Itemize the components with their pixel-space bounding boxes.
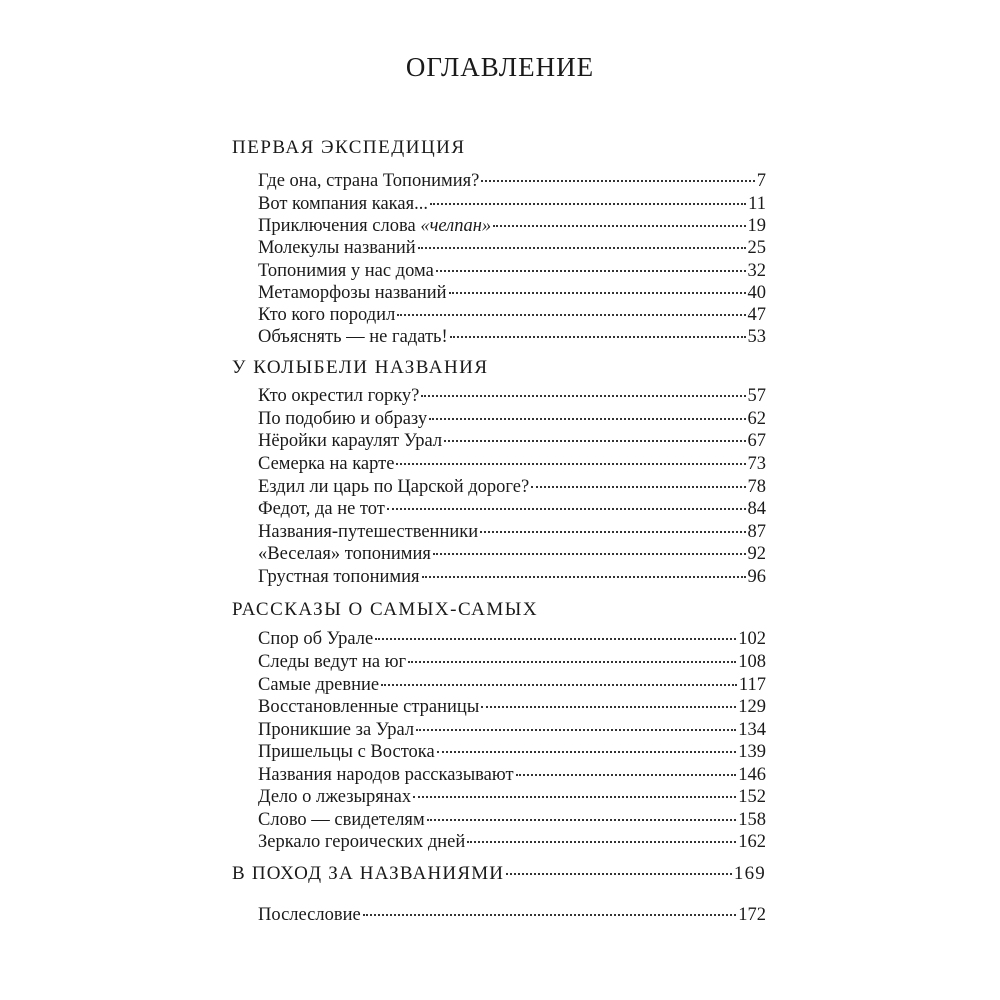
entry-page: 40	[747, 283, 766, 303]
dot-leader	[375, 638, 736, 640]
dot-leader	[422, 576, 746, 578]
dot-leader	[408, 661, 736, 663]
entry-title: Названия народов рассказывают	[258, 765, 514, 785]
entry-title: Объяснять — не гадать!	[258, 327, 448, 347]
section-heading: В ПОХОД ЗА НАЗВАНИЯМИ	[232, 863, 505, 884]
entry-title: Топонимия у нас дома	[258, 261, 434, 281]
toc-entry[interactable]	[258, 740, 766, 764]
entry-page: 57	[747, 386, 766, 406]
entry-page: 117	[738, 675, 766, 695]
dot-leader	[396, 463, 745, 465]
dot-leader	[436, 270, 746, 272]
entry-title-italic: «челпан»	[420, 216, 492, 236]
entry-page: 84	[747, 499, 766, 519]
toc-entry[interactable]	[258, 169, 766, 193]
dot-leader	[506, 873, 732, 875]
dot-leader	[363, 914, 737, 916]
dot-leader	[430, 203, 746, 205]
dot-leader	[450, 336, 746, 338]
toc-entry[interactable]	[258, 452, 766, 476]
dot-leader	[387, 508, 746, 510]
entry-page: 139	[738, 742, 766, 762]
dot-leader	[427, 819, 737, 821]
dot-leader	[421, 395, 745, 397]
entry-page: 73	[747, 454, 766, 474]
dot-leader	[413, 796, 736, 798]
entry-title-text: Приключения слова	[258, 216, 421, 236]
entry-page: 169	[733, 863, 766, 884]
entry-page: 87	[747, 522, 766, 542]
entry-title: Пришельцы с Востока	[258, 742, 435, 762]
entry-page: 78	[747, 477, 766, 497]
entry-page: 53	[747, 327, 766, 347]
toc-entry[interactable]	[258, 650, 766, 674]
toc-section-entry[interactable]	[232, 862, 766, 886]
entry-page: 62	[747, 409, 766, 429]
entry-title: Грустная топонимия	[258, 567, 420, 587]
entry-title: Кто окрестил горку?	[258, 386, 420, 406]
toc-entry[interactable]	[258, 808, 766, 832]
entry-title: Дело о лжезырянах	[258, 787, 412, 807]
entry-title: Молекулы названий	[258, 238, 416, 258]
section-heading: РАССКАЗЫ О САМЫХ-САМЫХ	[232, 599, 539, 620]
entry-page: 96	[747, 567, 766, 587]
dot-leader	[449, 292, 746, 294]
entry-title: Проникшие за Урал	[258, 720, 415, 740]
toc-entry[interactable]	[258, 695, 766, 719]
entry-page: 92	[747, 544, 766, 564]
entry-title: «Веселая» топонимия	[258, 544, 431, 564]
dot-leader	[437, 751, 737, 753]
section-heading: ПЕРВАЯ ЭКСПЕДИЦИЯ	[232, 137, 466, 158]
entry-title: Зеркало героических дней	[258, 832, 466, 852]
entry-page: 7	[756, 171, 766, 191]
entry-page: 32	[747, 261, 766, 281]
toc-entry[interactable]	[258, 281, 766, 305]
toc-entry[interactable]	[258, 673, 766, 697]
entry-title: Слово — свидетелям	[258, 810, 425, 830]
toc-entry[interactable]	[258, 565, 766, 589]
toc-entry[interactable]	[258, 763, 766, 787]
dot-leader	[429, 418, 745, 420]
toc-entry[interactable]	[258, 214, 766, 238]
dot-leader	[416, 729, 736, 731]
dot-leader	[433, 553, 746, 555]
toc-entry[interactable]	[258, 627, 766, 651]
toc-entry[interactable]	[258, 236, 766, 260]
toc-entry-afterword[interactable]	[258, 903, 766, 927]
entry-title: Восстановленные страницы	[258, 697, 480, 717]
toc-entry[interactable]	[258, 407, 766, 431]
section-heading: У КОЛЫБЕЛИ НАЗВАНИЯ	[232, 357, 489, 378]
toc-entry[interactable]	[258, 325, 766, 349]
page-title: ОГЛАВЛЕНИЕ	[405, 52, 595, 82]
entry-page: 134	[738, 720, 766, 740]
entry-title	[258, 214, 491, 238]
entry-title: Федот, да не тот	[258, 499, 385, 519]
toc-entry[interactable]	[258, 785, 766, 809]
dot-leader	[481, 706, 736, 708]
entry-title: Кто кого породил	[258, 305, 396, 325]
dot-leader	[480, 531, 745, 533]
entry-title: Метаморфозы названий	[258, 283, 447, 303]
toc-entry[interactable]	[258, 384, 766, 408]
entry-title: Где она, страна Топонимия?	[258, 171, 480, 191]
entry-title: Названия-путешественники	[258, 522, 479, 542]
entry-title: Послесловие	[258, 905, 361, 925]
toc-entry[interactable]	[258, 429, 766, 453]
entry-page: 102	[738, 629, 766, 649]
entry-title: Нёройки караулят Урал	[258, 431, 443, 451]
entry-page: 162	[738, 832, 766, 852]
dot-leader	[516, 774, 737, 776]
entry-page: 47	[747, 305, 766, 325]
entry-title: Вот компания какая...	[258, 194, 428, 214]
entry-page: 152	[738, 787, 766, 807]
entry-title: Спор об Урале	[258, 629, 374, 649]
toc-entry[interactable]	[258, 192, 766, 216]
toc-entry[interactable]	[258, 475, 766, 499]
entry-page: 108	[738, 652, 766, 672]
dot-leader	[531, 486, 745, 488]
dot-leader	[397, 314, 745, 316]
entry-title: Ездил ли царь по Царской дороге?	[258, 477, 530, 497]
entry-title: Следы ведут на юг	[258, 652, 407, 672]
dot-leader	[493, 225, 745, 227]
entry-page: 158	[738, 810, 766, 830]
entry-title: Самые древние	[258, 675, 380, 695]
dot-leader	[481, 180, 754, 182]
entry-page: 146	[738, 765, 766, 785]
dot-leader	[418, 247, 746, 249]
toc-entry[interactable]	[258, 830, 766, 854]
toc-entry[interactable]	[258, 303, 766, 327]
toc-entry[interactable]	[258, 718, 766, 742]
entry-title: По подобию и образу	[258, 409, 428, 429]
dot-leader	[467, 841, 736, 843]
entry-title: Семерка на карте	[258, 454, 395, 474]
entry-page: 11	[748, 194, 766, 214]
toc-entry[interactable]	[258, 497, 766, 521]
dot-leader	[381, 684, 737, 686]
entry-page: 25	[747, 238, 766, 258]
entry-page: 129	[738, 697, 766, 717]
toc-entry[interactable]	[258, 542, 766, 566]
toc-entry[interactable]	[258, 259, 766, 283]
dot-leader	[444, 440, 745, 442]
entry-page: 19	[747, 216, 766, 236]
entry-page: 67	[747, 431, 766, 451]
toc-entry[interactable]	[258, 520, 766, 544]
entry-page: 172	[738, 905, 766, 925]
